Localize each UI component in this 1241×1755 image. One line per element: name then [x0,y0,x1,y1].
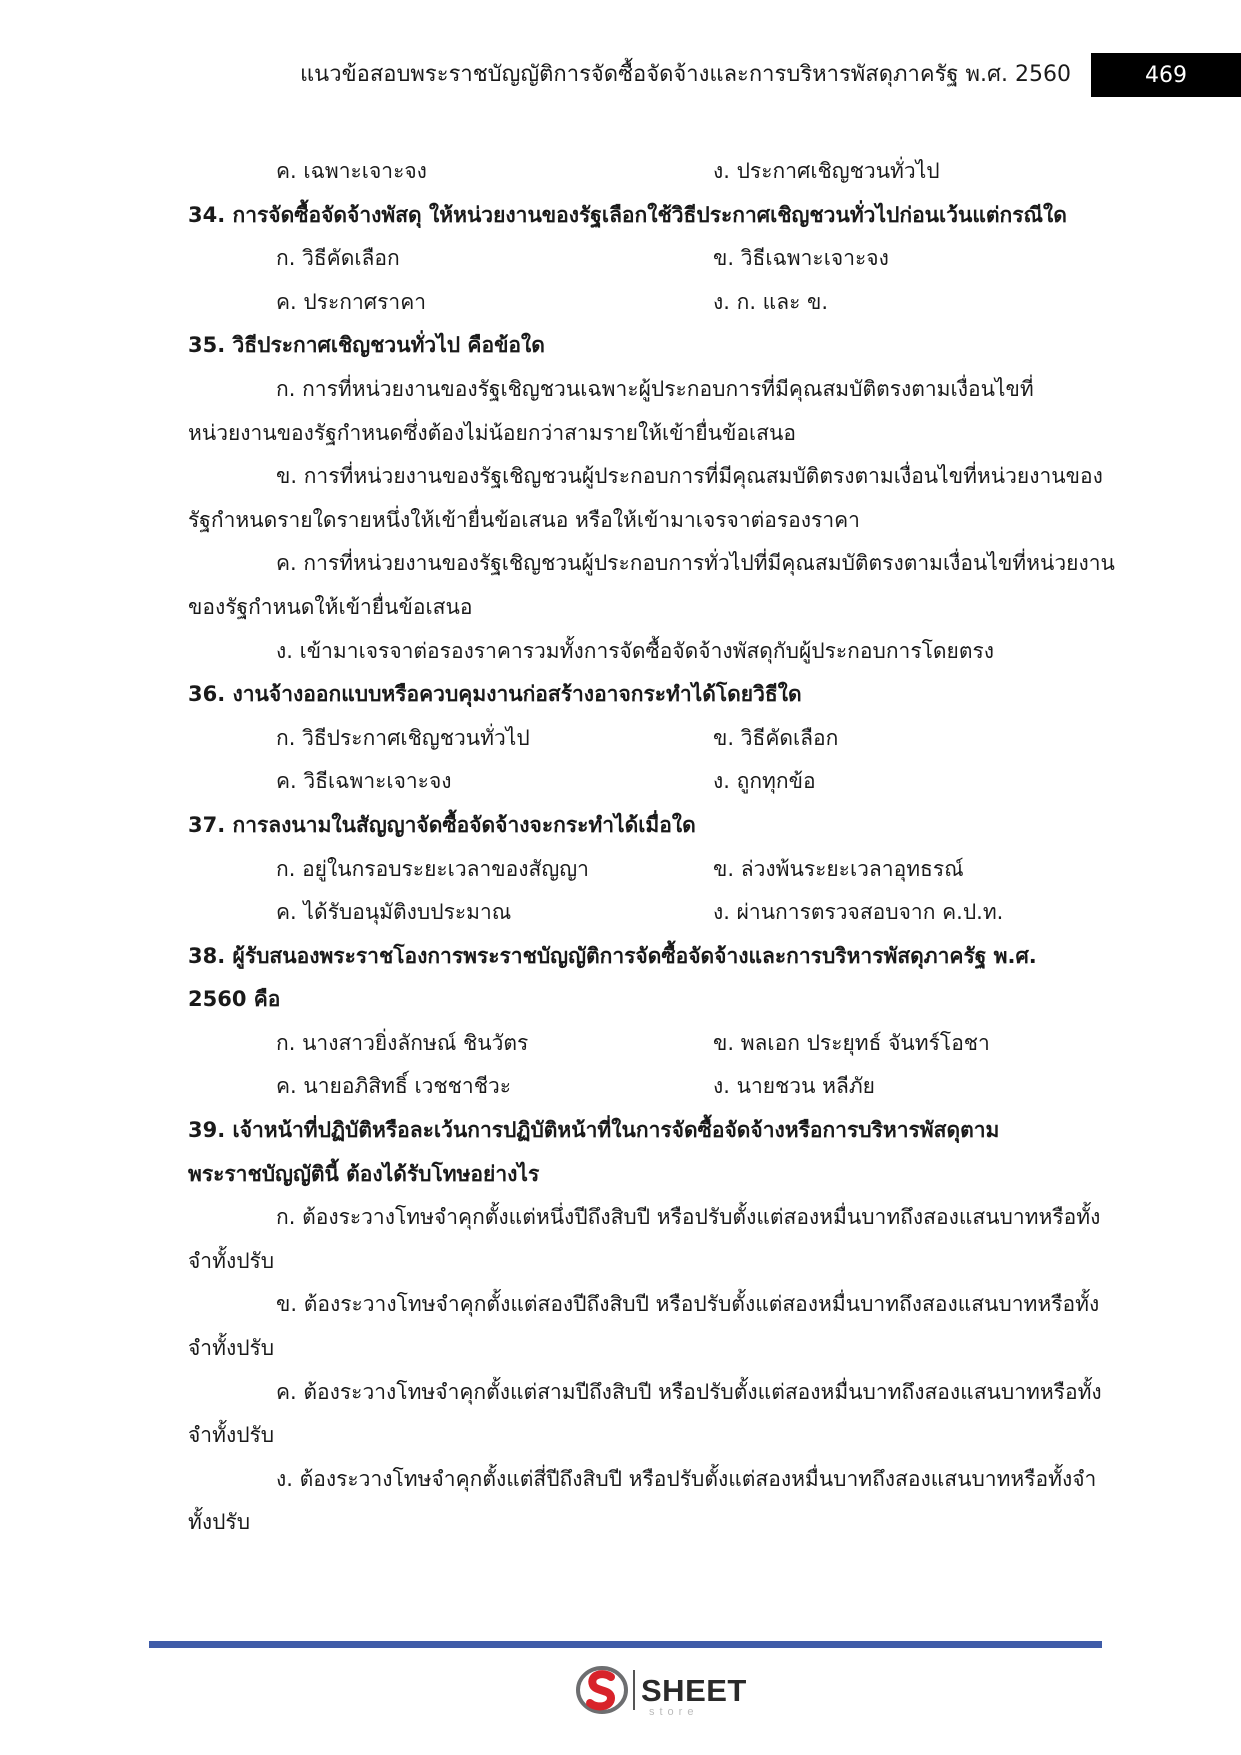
option-c: ค. การที่หน่วยงานของรัฐเชิญชวนผู้ประกอบการทั่วไปที่มีคุณสมบัติตรงตามเงื่อนไขที่หน่วยงาน [276,551,1115,576]
logo-separator [633,1670,635,1710]
question-38-continued: 2560 คือ [188,987,281,1012]
option-b-continued: จำทั้งปรับ [188,1336,275,1361]
option-d: ง. เข้ามาเจรจาต่อรองราคารวมทั้งการจัดซื้อจัดจ้างพัสดุกับผู้ประกอบการโดยตรง [276,638,994,663]
option-row [188,848,1088,892]
option-c: ค. วิธีเฉพาะเจาะจง [276,769,452,794]
logo-text: SHEET [641,1672,747,1708]
option-a: ก. ต้องระวางโทษจำคุกตั้งแต่หนึ่งปีถึงสิบปี หรือปรับตั้งแต่สองหมื่นบาทถึงสองแสนบาทหรือทั้ง [276,1205,1101,1230]
option-d: ง. นายชวน หลีภัย [713,1074,875,1099]
option-b-continued: รัฐกำหนดรายใดรายหนึ่งให้เข้ายื่นข้อเสนอ หรือให้เข้ามาเจรจาต่อรองราคา [188,507,860,532]
option-row [188,150,1088,194]
page-number: 469 [1091,53,1241,97]
option-row [188,717,1088,761]
option-c: ค. ได้รับอนุมัติงบประมาณ [276,900,512,925]
option-b: ข. พลเอก ประยุทธ์ จันทร์โอชา [713,1030,990,1055]
option-row [188,237,1088,281]
option-c: ค. นายอภิสิทธิ์ เวชชาชีวะ [276,1074,512,1099]
question-34: 34. การจัดซื้อจัดจ้างพัสดุ ให้หน่วยงานของรัฐเลือกใช้วิธีประกาศเชิญชวนทั่วไปก่อนเว้นแต่กรณีใด [188,202,1067,227]
logo-subtext: store [649,1705,699,1718]
option-b: ข. วิธีคัดเลือก [713,725,839,750]
document-body [188,150,1115,1545]
option-a: ก. วิธีคัดเลือก [276,246,400,271]
option-b: ข. การที่หน่วยงานของรัฐเชิญชวนผู้ประกอบการที่มีคุณสมบัติตรงตามเงื่อนไขที่หน่วยงานของ [276,464,1103,489]
option-row [188,1065,1088,1109]
option-row [188,1022,1088,1066]
option-c: ค. เฉพาะเจาะจง [276,159,427,183]
option-c-continued: จำทั้งปรับ [188,1423,275,1448]
option-a: ก. อยู่ในกรอบระยะเวลาของสัญญา [276,856,589,881]
option-d: ง. ก. และ ข. [713,289,829,314]
option-b: ข. ล่วงพ้นระยะเวลาอุทธรณ์ [713,856,964,881]
option-d-continued: ทั้งปรับ [188,1510,251,1535]
option-d: ง. ผ่านการตรวจสอบจาก ค.ป.ท. [713,900,1004,925]
question-37: 37. การลงนามในสัญญาจัดซื้อจัดจ้างจะกระทำได้เมื่อใด [188,812,696,837]
option-row [188,891,1088,935]
logo-wordmark [641,1672,747,1718]
footer-divider [149,1641,1102,1648]
option-a: ก. การที่หน่วยงานของรัฐเชิญชวนเฉพาะผู้ประกอบการที่มีคุณสมบัติตรงตามเงื่อนไขที่ [276,376,1034,401]
option-c: ค. ประกาศราคา [276,289,427,314]
sheet-logo-icon [575,1663,629,1717]
option-c-continued: ของรัฐกำหนดให้เข้ายื่นข้อเสนอ [188,594,473,619]
option-a-continued: หน่วยงานของรัฐกำหนดซึ่งต้องไม่น้อยกว่าสามรายให้เข้ายื่นข้อเสนอ [188,420,796,445]
option-d: ง. ถูกทุกข้อ [713,769,816,794]
option-a-continued: จำทั้งปรับ [188,1248,275,1273]
option-row [188,281,1088,325]
option-a: ก. นางสาวยิ่งลักษณ์ ชินวัตร [276,1030,529,1055]
option-d: ง. ต้องระวางโทษจำคุกตั้งแต่สี่ปีถึงสิบปี หรือปรับตั้งแต่สองหมื่นบาทถึงสองแสนบาทหรือทั้งจำ [276,1466,1097,1491]
option-c: ค. ต้องระวางโทษจำคุกตั้งแต่สามปีถึงสิบปี หรือปรับตั้งแต่สองหมื่นบาทถึงสองแสนบาทหรือทั้ง [276,1379,1102,1404]
option-b: ข. วิธีเฉพาะเจาะจง [713,246,889,271]
sheet-store-logo [575,1660,755,1720]
option-b: ข. ต้องระวางโทษจำคุกตั้งแต่สองปีถึงสิบปี หรือปรับตั้งแต่สองหมื่นบาทถึงสองแสนบาทหรือทั้ง [276,1292,1100,1317]
question-39: 39. เจ้าหน้าที่ปฏิบัติหรือละเว้นการปฏิบัติหน้าที่ในการจัดซื้อจัดจ้างหรือการบริหารพัสดุตาม [188,1118,1000,1143]
option-a: ก. วิธีประกาศเชิญชวนทั่วไป [276,725,530,750]
question-36: 36. งานจ้างออกแบบหรือควบคุมงานก่อสร้างอาจกระทำได้โดยวิธีใด [188,682,802,707]
option-d: ง. ประกาศเชิญชวนทั่วไป [713,159,940,183]
page-header-title: แนวข้อสอบพระราชบัญญัติการจัดซื้อจัดจ้างและการบริหารพัสดุภาครัฐ พ.ศ. 2560 [300,62,1071,87]
question-35: 35. วิธีประกาศเชิญชวนทั่วไป คือข้อใด [188,333,545,358]
question-39-continued: พระราชบัญญัตินี้ ต้องได้รับโทษอย่างไร [188,1161,540,1186]
option-row [188,760,1088,804]
question-38: 38. ผู้รับสนองพระราชโองการพระราชบัญญัติการจัดซื้อจัดจ้างและการบริหารพัสดุภาครัฐ พ.ศ. [188,943,1037,968]
